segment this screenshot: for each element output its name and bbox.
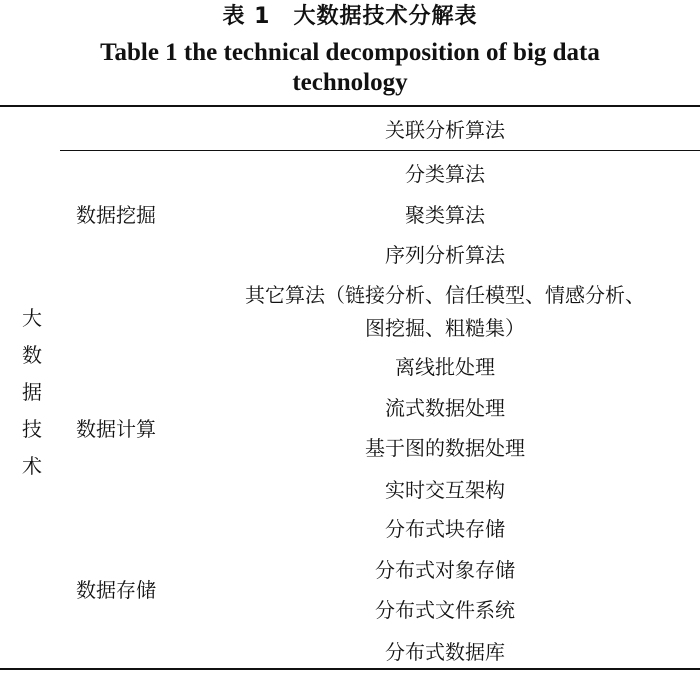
table-item: 分布式对象存储: [375, 558, 515, 582]
table-item: 分布式文件系统: [375, 598, 515, 622]
first-row-item: 关联分析算法: [385, 118, 505, 142]
table-item: 序列分析算法: [385, 243, 505, 267]
top-rule: [0, 105, 700, 107]
table-item: 流式数据处理: [385, 396, 505, 420]
header-divider-rule: [60, 150, 700, 151]
category-data-mining: 数据挖掘: [76, 203, 156, 227]
table-item: 其它算法（链接分析、信任模型、情感分析、: [245, 283, 645, 307]
table-title-english: Table 1 the technical decomposition of big data technology: [100, 39, 600, 96]
bottom-rule: [0, 668, 700, 670]
table-item: 分布式块存储: [385, 517, 505, 541]
table-item: 实时交互架构: [385, 478, 505, 502]
category-data-storage: 数据存储: [76, 578, 156, 602]
table-item: 基于图的数据处理: [365, 436, 525, 460]
table-item: 离线批处理: [395, 355, 495, 379]
table-item: 聚类算法: [405, 203, 485, 227]
table-item: 图挖掘、粗糙集）: [365, 316, 525, 340]
table-item: 分类算法: [405, 162, 485, 186]
category-data-computing: 数据计算: [76, 417, 156, 441]
main-category-label: 大数据技术: [22, 306, 42, 478]
table-item: 分布式数据库: [385, 640, 505, 664]
table-title-chinese: 表 1 大数据技术分解表: [222, 4, 478, 29]
